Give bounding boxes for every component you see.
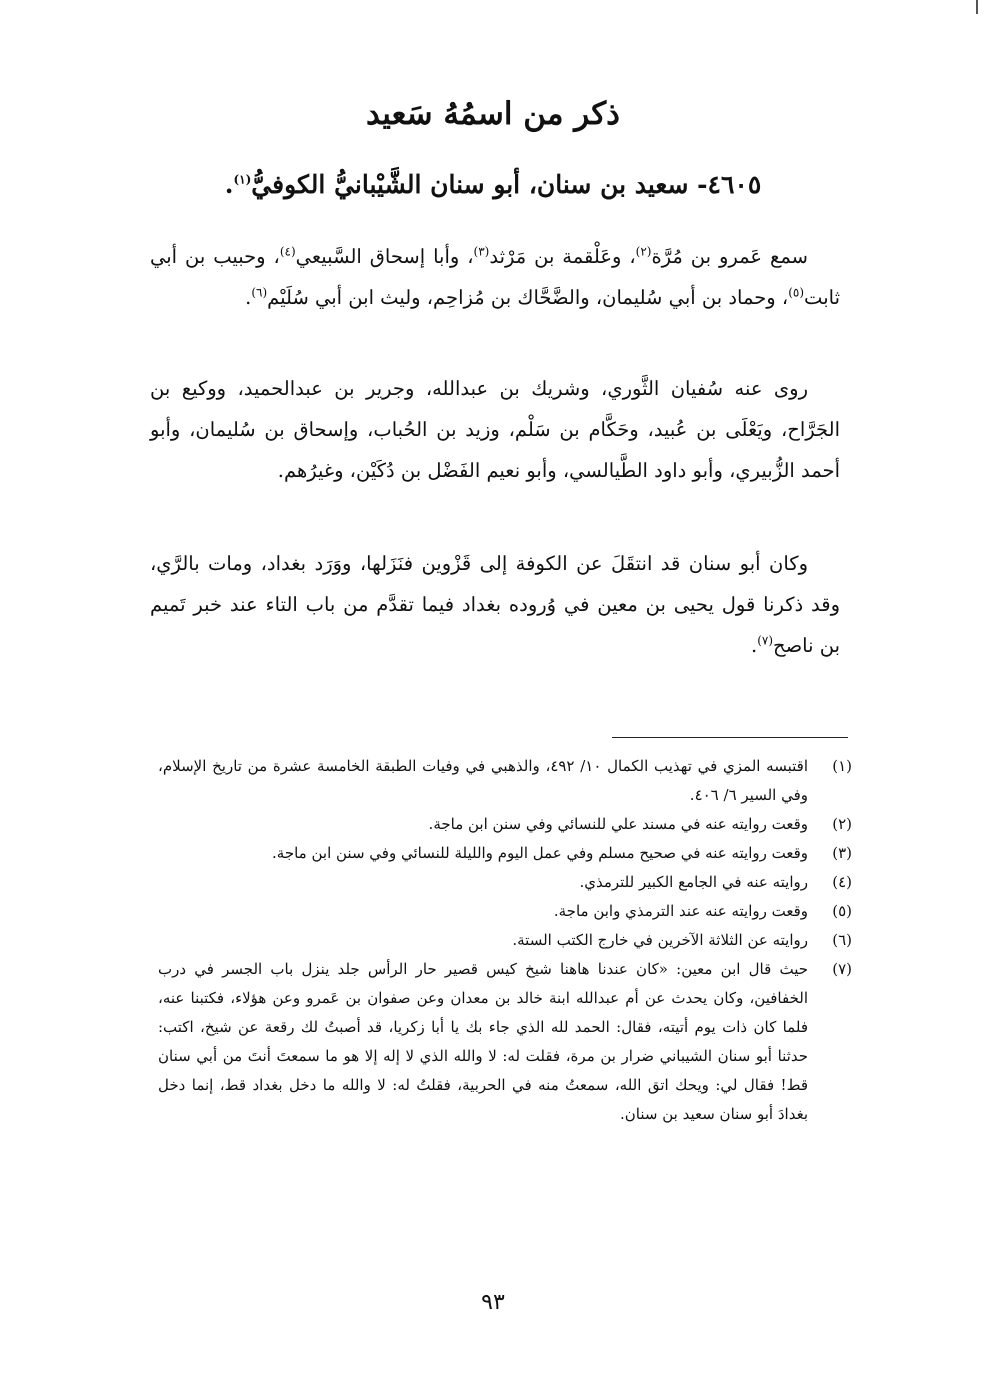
footnote-ref: (٤) — [279, 244, 296, 259]
footnote-item — [158, 897, 852, 926]
page-number: ٩٣ — [481, 1290, 505, 1315]
paragraph-text: ، وعَلْقمة بن مَرْثد — [489, 245, 636, 268]
footnotes — [158, 752, 852, 1129]
paragraph-text: . — [245, 286, 252, 309]
footnote-item — [158, 839, 852, 868]
paragraph-text: . — [750, 634, 758, 657]
section-heading: ذكر من اسمُهُ سَعيد — [366, 96, 620, 132]
footnote-text: روايته عنه في الجامع الكبير للترمذي. — [579, 873, 808, 891]
footnote-item — [158, 810, 852, 839]
entry-title — [150, 170, 836, 199]
footnote-number: (٥) — [832, 902, 852, 920]
entry-title-ref: (١) — [233, 172, 252, 187]
footnote-text: وقعت روايته عنه في مسند علي للنسائي وفي سنن ابن ماجة. — [428, 815, 808, 833]
footnote-item — [158, 955, 852, 1129]
footnote-number: (١) — [832, 757, 852, 775]
footnote-number: (٣) — [832, 844, 852, 862]
footnote-item — [158, 926, 852, 955]
footnote-text: روايته عن الثلاثة الآخرين في خارج الكتب الستة. — [512, 931, 808, 949]
footnote-item — [158, 868, 852, 897]
paragraph-text: سمع عَمرو بن مُرَّة — [651, 245, 808, 268]
footnote-text: وقعت روايته عنه في صحيح مسلم وفي عمل اليوم والليلة للنسائي وفي سنن ابن ماجة. — [272, 844, 808, 862]
footnote-separator — [612, 737, 848, 738]
footnote-number: (٤) — [832, 873, 852, 891]
paragraph-biography — [150, 543, 840, 666]
footnote-number: (٢) — [832, 815, 852, 833]
entry-title-text: ٤٦٠٥- سعيد بن سنان، أبو سنان الشَّيْبانيُّ الكوفيُّ — [251, 170, 762, 199]
paragraph-teachers — [150, 236, 840, 318]
scan-edge-mark — [976, 0, 978, 14]
paragraph-text: ، وحماد بن أبي سُليمان، والضَّحَّاك بن مُزاحِم، وليث ابن أبي سُلَيْم — [267, 286, 789, 309]
paragraph-text: وكان أبو سنان قد انتقَلَ عن الكوفة إلى قَزْوين فنَزَلها، ووَرَد بغداد، ومات بالرَّي، وقد ذكرنا قول يحيى بن معين في وُروده بغداد فيما تقدَّم من باب التاء عند خبر تَميم بن ناصح — [150, 552, 840, 657]
footnote-text: اقتبسه المزي في تهذيب الكمال ١٠/ ٤٩٢، والذهبي في وفيات الطبقة الخامسة عشرة من تاريخ الإسلام، وفي السير ٦/ ٤٠٦. — [158, 757, 809, 804]
footnote-item — [158, 752, 852, 810]
footnote-ref: (٣) — [473, 244, 490, 259]
footnote-number: (٦) — [832, 931, 852, 949]
paragraph-text: ، وحبيب بن أبي ثابت — [150, 245, 840, 309]
entry-title-end: . — [224, 170, 234, 199]
footnote-ref: (٢) — [635, 244, 652, 259]
paragraph-text: ، وأبا إسحاق السَّبيعي — [295, 245, 474, 268]
footnote-number: (٧) — [832, 960, 852, 978]
paragraph-students: روى عنه سُفيان الثَّوري، وشريك بن عبدالله، وجرير بن عبدالحميد، ووكيع بن الجَرَّاح، ويَعْلَى بن عُبيد، وحَكَّام بن سَلْم، وزيد بن الحُباب، وإسحاق بن سُليمان، وأبو أحمد الزُّبيري، وأبو داود الطَّيالسي، وأبو نعيم الفَضْل بن دُكَيْن، وغيرُهم. — [150, 377, 840, 482]
footnote-text: حيث قال ابن معين: «كان عندنا هاهنا شيخ كيس قصير حار الرأس جلد ينزل باب الجسر في درب الخفافين، وكان يحدث عن أم عبدالله ابنة خالد بن معدان وعن صفوان بن عَمرو وعن هؤلاء، فكتبنا عنه، فلما كان ذات يوم أتيته، فقال: الحمد لله الذي جاء بك يا أبا زكريا، قد أصبتُ لك رقعة عن شيخ، اكتب: حدثنا أبو سنان الشيباني ضرار بن مرة، فقلت له: لا والله الذي لا إله إلا هو ما سمعتَ أنتَ من أبي سنان قط! فقال لي: ويحك اتق الله، سمعتُ منه في الحربية، فقلتُ له: لا والله ما دخل بغداد قط، إنما دخل بغدادَ أبو سنان سعيد بن سنان. — [158, 960, 808, 1123]
footnote-ref: (٦) — [251, 285, 268, 300]
footnote-ref: (٥) — [788, 285, 805, 300]
footnote-text: وقعت روايته عنه عند الترمذي وابن ماجة. — [553, 902, 808, 920]
footnote-ref: (٧) — [757, 633, 774, 648]
